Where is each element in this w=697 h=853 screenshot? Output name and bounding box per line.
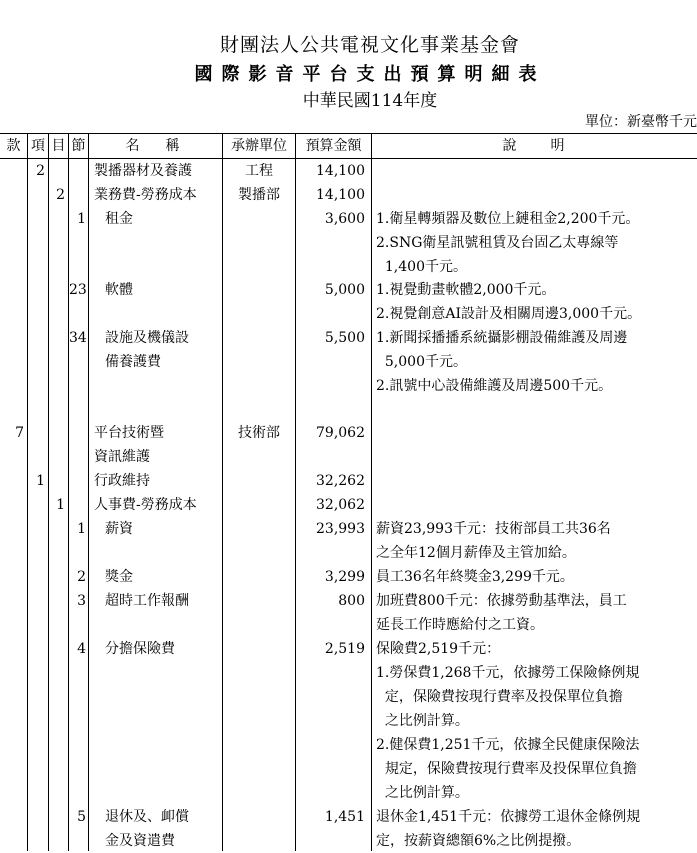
org-title: 財團法人公共電視文化事業基金會 — [219, 34, 520, 56]
jie-number: 4 — [77, 641, 86, 657]
description-line: 規定，保險費按現行費率及投保單位負擔 — [376, 761, 637, 777]
item-name: 人事費-勞務成本 — [94, 497, 197, 513]
col-divider — [68, 133, 69, 851]
budget-amount: 800 — [338, 593, 365, 609]
department: 工程 — [245, 163, 273, 179]
col-divider — [48, 133, 49, 851]
header-jie: 節 — [71, 138, 86, 154]
description-line: 2.SNG衛星訊號租賃及台固乙太專線等 — [376, 235, 619, 251]
header-top-rule — [0, 133, 697, 134]
department: 技術部 — [238, 425, 280, 441]
item-name: 租金 — [105, 211, 133, 227]
description-line: 1,400千元。 — [376, 259, 467, 275]
item-name: 製播器材及養護 — [94, 163, 192, 179]
description-line: 薪資23,993千元：技術部員工共36名 — [376, 521, 611, 537]
jie-number: 1 — [77, 211, 86, 227]
kuan-number: 7 — [15, 425, 24, 441]
description-line: 退休金1,451千元：依據勞工退休金條例規 — [376, 809, 641, 825]
item-name: 業務費-勞務成本 — [94, 187, 197, 203]
description-line: 1.新聞採播播系統攝影棚設備維護及周邊 — [376, 330, 628, 346]
report-title: 國際影音平台支出預算明細表 — [194, 64, 546, 85]
description-line: 2.訊號中心設備維護及周邊500千元。 — [376, 378, 613, 394]
budget-amount: 14,100 — [316, 163, 365, 179]
description-line: 員工36名年終獎金3,299千元。 — [376, 569, 574, 585]
item-name: 超時工作報酬 — [105, 593, 189, 609]
item-name: 設施及機儀設 — [105, 330, 189, 346]
description-line: 5,000千元。 — [376, 354, 467, 370]
jie-number: 5 — [77, 809, 86, 825]
jie-number: 34 — [69, 330, 87, 346]
currency-unit: 單位：新臺幣千元 — [585, 114, 697, 130]
budget-amount: 3,299 — [324, 569, 365, 585]
fiscal-year: 中華民國114年度 — [302, 91, 438, 111]
description-line: 延長工作時應給付之工資。 — [376, 617, 544, 633]
header-amount: 預算金額 — [305, 138, 362, 154]
header-xiang: 項 — [31, 138, 45, 154]
item-name: 分擔保險費 — [105, 641, 175, 657]
budget-amount: 2,519 — [324, 641, 365, 657]
jie-number: 3 — [77, 593, 86, 609]
jie-number: 23 — [69, 282, 87, 298]
budget-amount: 32,062 — [316, 497, 365, 513]
description-line: 2.視覺創意AI設計及相關周邊3,000千元。 — [376, 306, 642, 322]
item-name: 獎金 — [105, 569, 133, 585]
description-line: 保險費2,519千元： — [376, 641, 501, 657]
description-line: 之全年12個月薪俸及主管加給。 — [376, 545, 576, 561]
header-kuan: 款 — [6, 138, 21, 154]
item-name: 平台技術暨 — [94, 425, 164, 441]
header-mu: 目 — [51, 138, 66, 154]
description-line: 定，按薪資總額6%之比例提撥。 — [376, 833, 581, 849]
budget-amount: 14,100 — [316, 187, 365, 203]
item-name-cont: 備養護費 — [105, 354, 161, 370]
budget-amount: 3,600 — [324, 211, 365, 227]
item-name-cont: 金及資遣費 — [105, 833, 175, 849]
col-divider — [88, 133, 89, 851]
description-line: 加班費800千元：依據勞動基準法，員工 — [376, 593, 627, 609]
description-line: 1.視覺動畫軟體2,000千元。 — [376, 282, 556, 298]
description-line: 2.健保費1,251千元，依據全民健康保險法 — [376, 737, 640, 753]
budget-amount: 32,262 — [316, 473, 365, 489]
budget-amount: 79,062 — [316, 425, 365, 441]
jie-number: 2 — [77, 569, 86, 585]
description-line: 之比例計算。 — [376, 713, 469, 729]
description-line: 之比例計算。 — [376, 785, 469, 801]
budget-amount: 5,500 — [324, 330, 365, 346]
item-name: 行政維持 — [94, 473, 150, 489]
header-name: 名 稱 — [125, 138, 186, 154]
budget-amount: 5,000 — [324, 282, 365, 298]
budget-amount: 1,451 — [324, 809, 365, 825]
budget-amount: 23,993 — [316, 521, 365, 537]
description-line: 1.勞保費1,268千元，依據勞工保險條例規 — [376, 665, 640, 681]
header-unit: 承辦單位 — [231, 138, 287, 154]
description-line: 1.衛星轉頻器及數位上鏈租金2,200千元。 — [376, 211, 640, 227]
department: 製播部 — [238, 187, 280, 203]
mu-number: 2 — [56, 187, 65, 203]
mu-number: 1 — [56, 497, 65, 513]
xiang-number: 2 — [36, 163, 45, 179]
jie-number: 1 — [77, 521, 86, 537]
description-line: 定，保險費按現行費率及投保單位負擔 — [376, 689, 623, 705]
item-name-cont: 資訊維護 — [94, 449, 150, 465]
item-name: 軟體 — [105, 282, 133, 298]
item-name: 退休及、卹償 — [105, 809, 189, 825]
col-divider — [222, 133, 223, 851]
xiang-number: 1 — [36, 473, 45, 489]
col-divider — [371, 133, 372, 851]
header-description: 說 明 — [502, 138, 567, 154]
item-name: 薪資 — [105, 521, 133, 537]
